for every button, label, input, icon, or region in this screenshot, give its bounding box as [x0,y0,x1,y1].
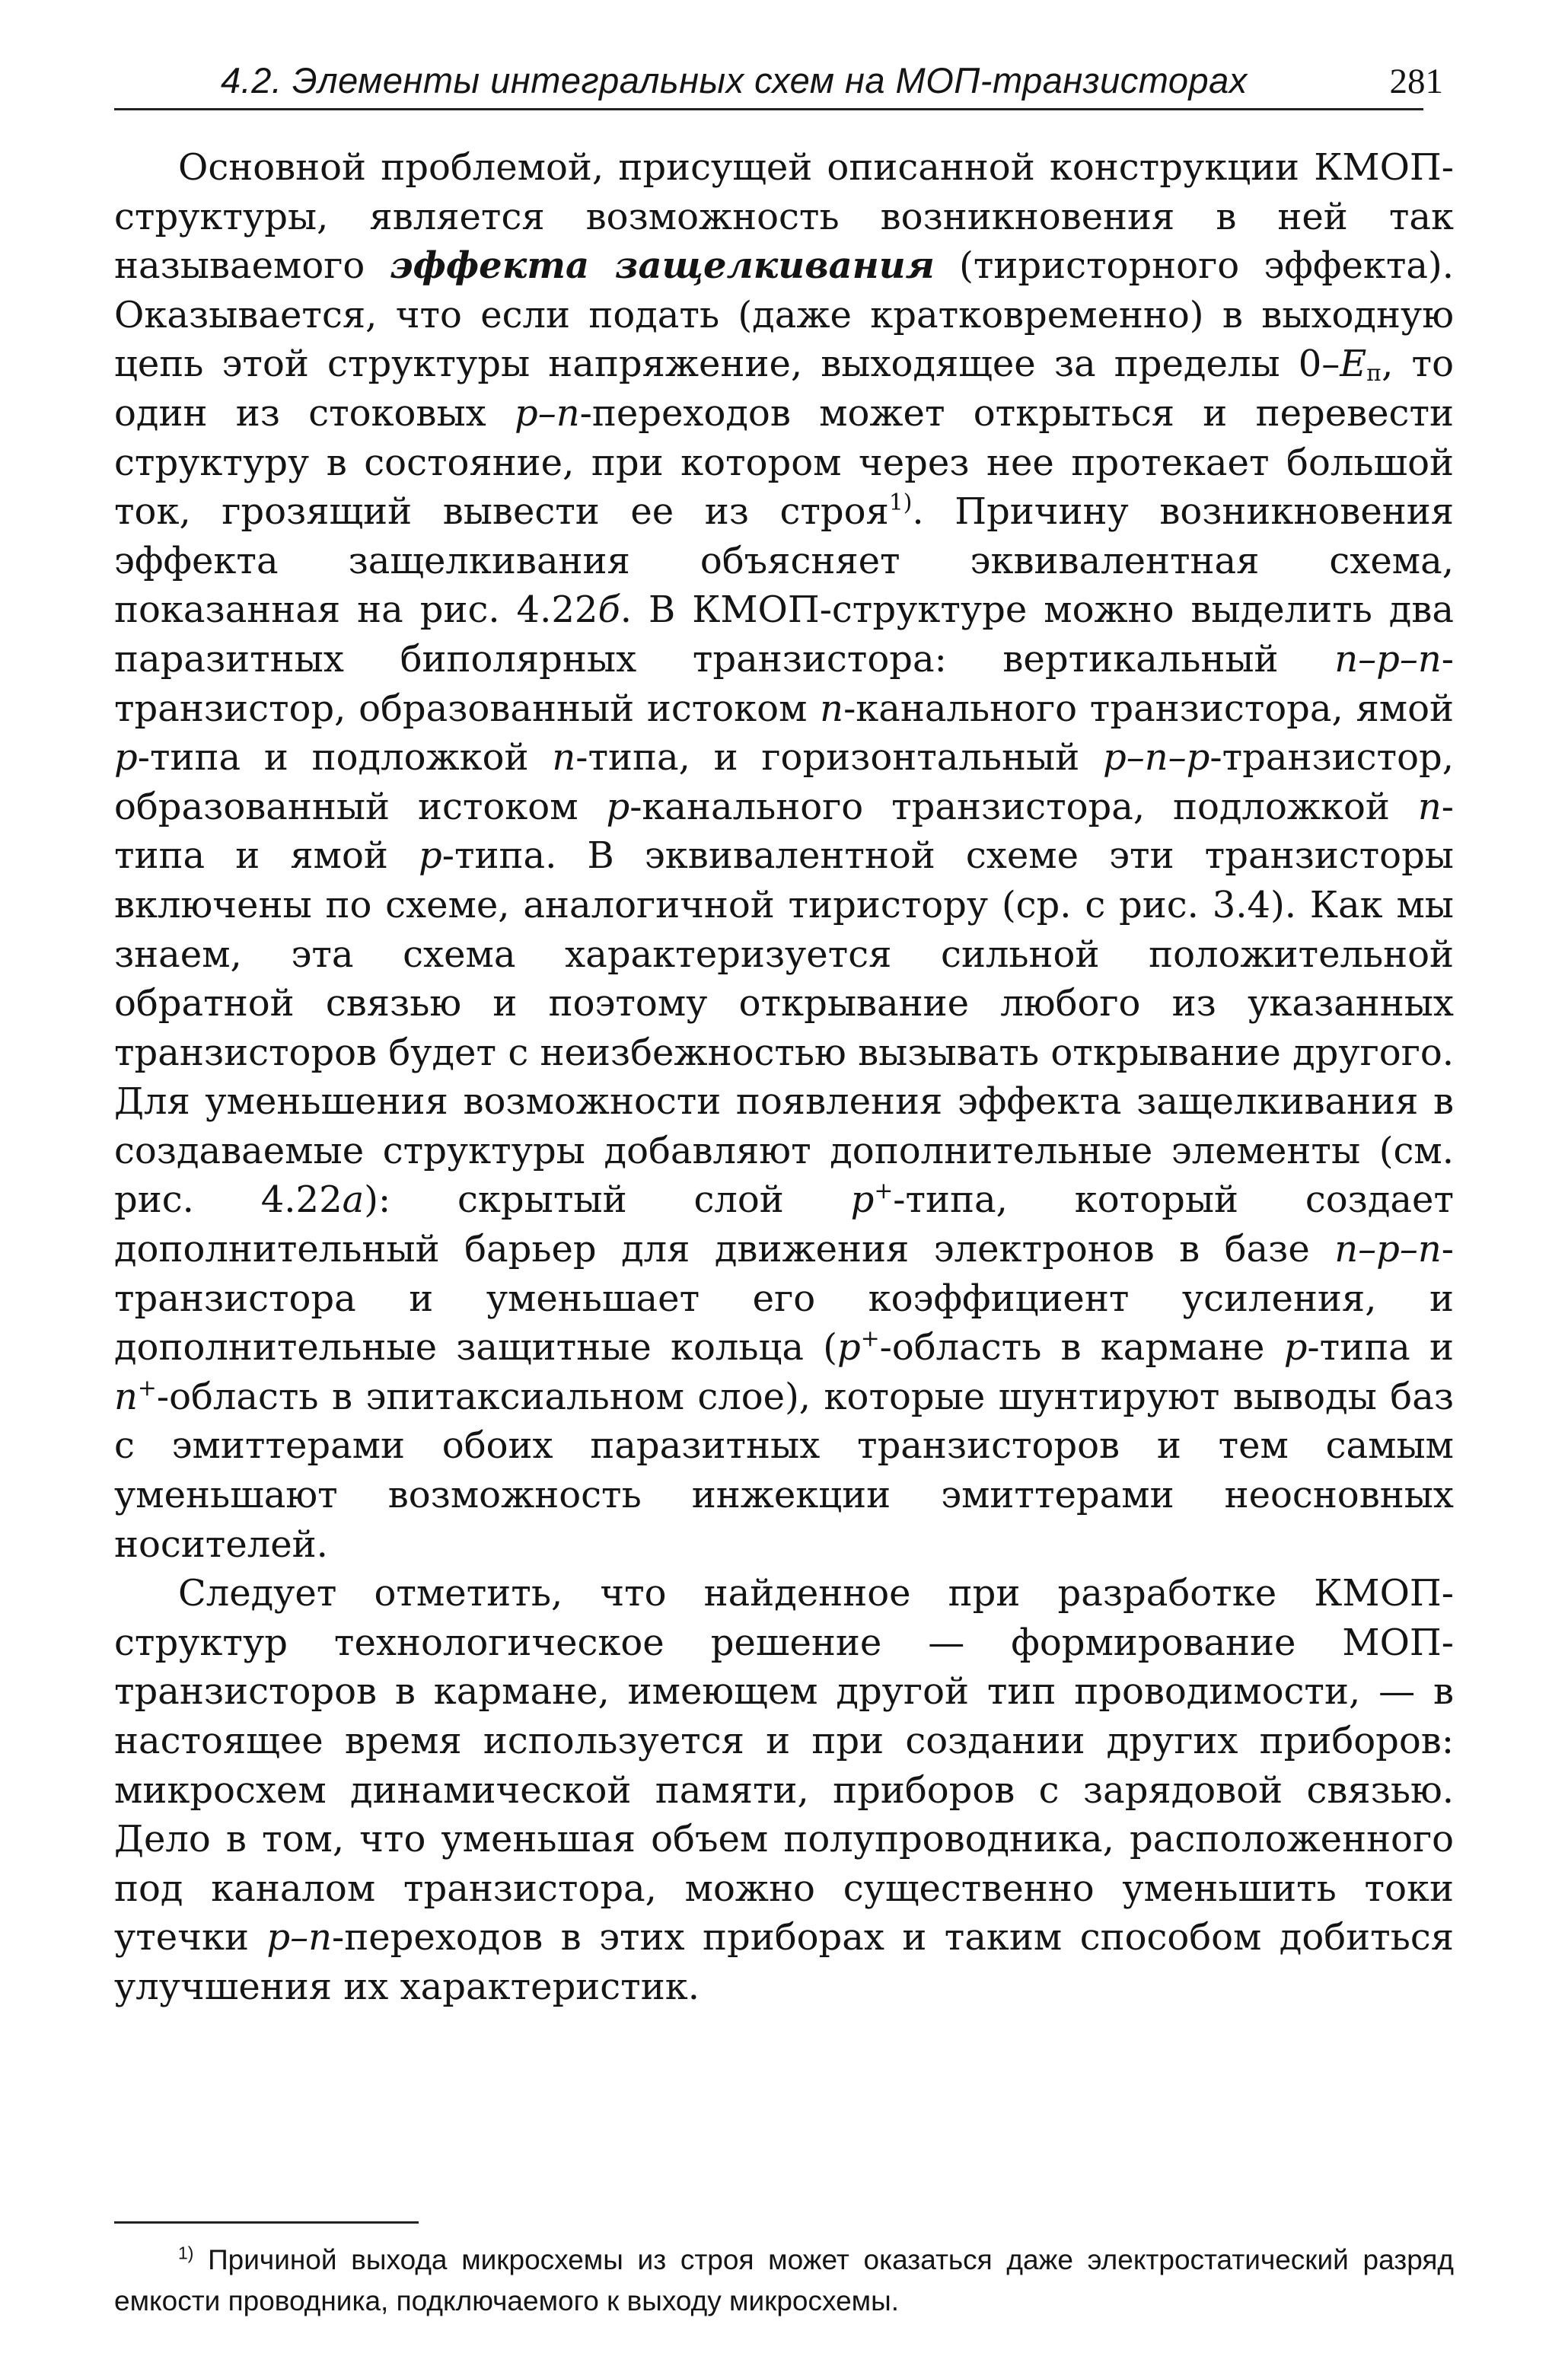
paragraph-2: Следует отметить, что найденное при разработке КМОП-структур технологическое решение — формирование МОП-транзисторов в кармане, имеющем другой тип проводимости, — в настоящее время используется и при создании других приборов: микросхем динамической памяти, приборов с зарядовой связью. Дело в том, что уменьшая объем полупроводника, расположенного под каналом транзистора, можно существенно уменьшить токи утечки p–n-переходов в этих приборах и таким способом добиться улучшения их характеристик. [114,1572,1454,2008]
header-rule [114,108,1423,110]
term-latch-up-effect: эффекта защелкивания [389,244,935,288]
footnote-mark: 1) [178,2243,194,2263]
running-head [114,59,1461,105]
footnote [114,2240,1454,2322]
footnote-rule [114,2221,419,2224]
footnote-text: Причиной выхода микросхемы из строя может оказаться даже электростатический разряд емкости проводника, подключаемого к выходу микросхемы. [114,2244,1454,2316]
body-text [114,143,1454,2012]
running-head-title: 4.2. Элементы интегральных схем на МОП-транзисторах [221,60,1248,100]
footnote-reference: 1) [888,489,913,517]
page-number: 281 [1389,62,1443,101]
paragraph-1: Основной проблемой, присущей описанной конструкции КМОП-структуры, является возможность возникновения в ней так называемого эффекта защелкивания (тиристорного эффекта). Оказывается, что если подать (даже кратковременно) в выходную цепь этой структуры напряжение, выходящее за пределы $0-E_п$, то один из стоковых p–n-переходов может открыться и перевести структуру в состояние, при котором через нее протекает большой ток, грозящий вывести ее из строя$^{1)}$. Причину возникновения эффекта защелкивания объясняет эквивалентная схема, показанная на рис. 4.22б. В КМОП-структуре можно выделить два паразитных биполярных транзистора: вертикальный n–p–n-транзистор, образованный истоком n-канального транзистора, ямой p-типа и подложкой n-типа, и горизонтальный p–n–p-транзистор, образованный истоком p-канального транзистора, подложкой n-типа и ямой p-типа. В эквивалентной схеме эти транзисторы включены по схеме, аналогичной тиристору (ср. с рис. 3.4). Как мы знаем, эта схема характеризуется сильной положительной обратной связью и поэтому открывание любого из указанных транзисторов будет с неизбежностью вызывать открывание другого. Для уменьшения возможности появления эффекта защелкивания в создаваемые структуры добавляют дополнительные элементы (см. рис. 4.22а): скрытый слой p+-типа, который создает дополнительный барьер для движения электронов в базе n–p–n-транзистора и уменьшает его коэффициент усиления, и дополнительные защитные кольца (p+-область в кармане p-типа и n+-область в эпитаксиальном слое), которые шунтируют выводы баз с эмиттерами обоих паразитных транзисторов и тем самым уменьшают возможность инжекции эмиттерами неосновных носителей. [114,146,1455,1566]
